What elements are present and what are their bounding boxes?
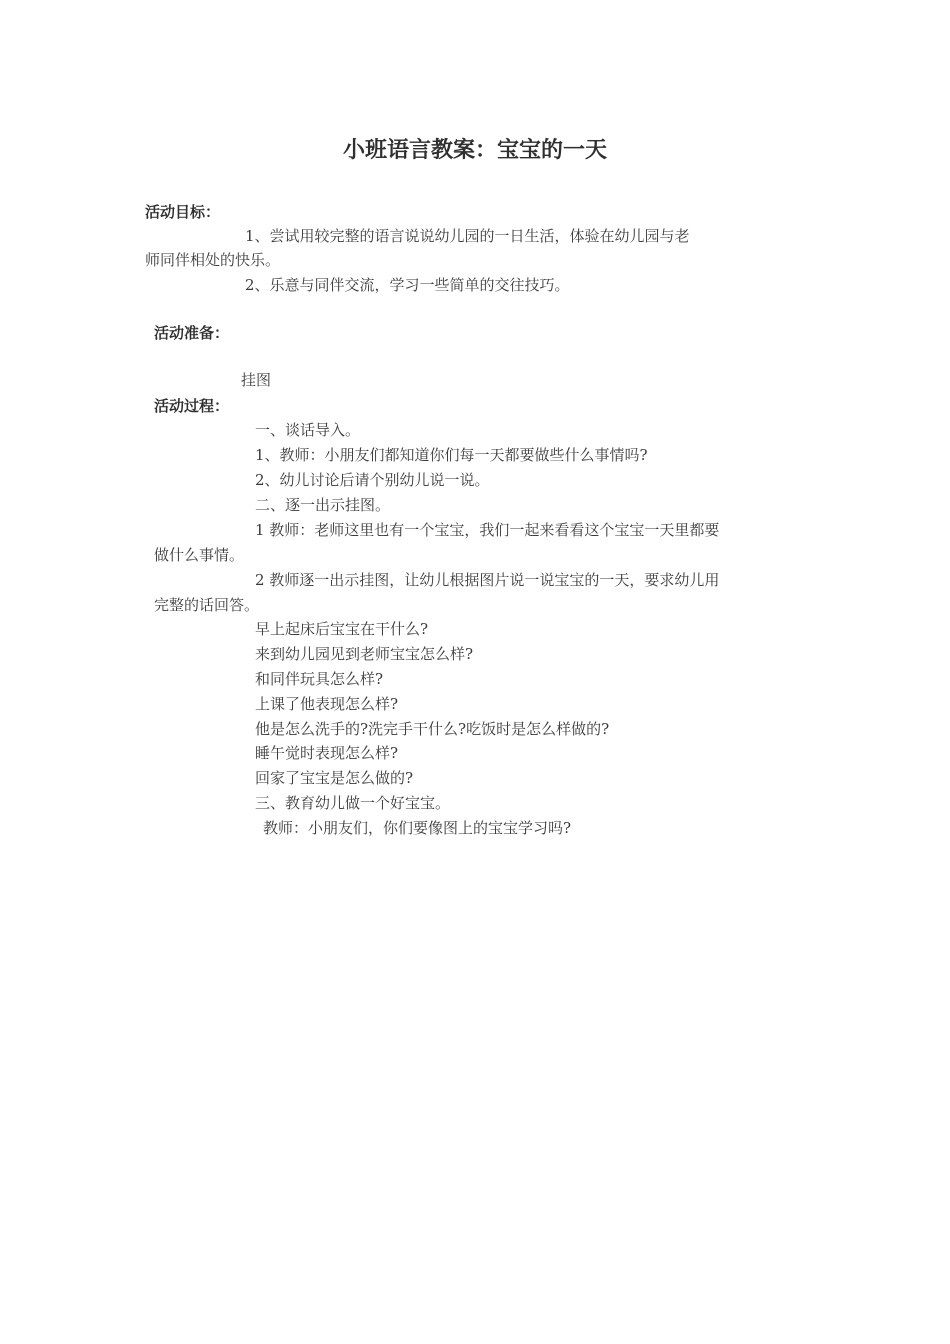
goals-line: 1、尝试用较完整的语言说说幼儿园的一日生活，体验在幼儿园与老 <box>245 227 690 245</box>
preparation-heading: 活动准备： <box>154 324 230 342</box>
process-line: 和同伴玩具怎么样? <box>255 670 384 688</box>
process-line: 1 教师：老师这里也有一个宝宝，我们一起来看看这个宝宝一天里都要 <box>255 521 720 539</box>
process-line: 上课了他表现怎么样? <box>255 695 399 713</box>
process-line: 2、幼儿讨论后请个别幼儿说一说。 <box>255 471 490 489</box>
process-line: 他是怎么洗手的?洗完手干什么?吃饭时是怎么样做的? <box>255 720 610 738</box>
process-line: 早上起床后宝宝在干什么? <box>255 620 429 638</box>
process-line: 2 教师逐一出示挂图，让幼儿根据图片说一说宝宝的一天，要求幼儿用 <box>255 571 720 589</box>
goals-line: 2、乐意与同伴交流，学习一些简单的交往技巧。 <box>245 276 570 294</box>
process-line: 来到幼儿园见到老师宝宝怎么样? <box>255 645 474 663</box>
goals-heading: 活动目标： <box>145 203 221 221</box>
process-line: 三、教育幼儿做一个好宝宝。 <box>255 794 451 812</box>
document-title: 小班语言教案：宝宝的一天 <box>342 138 607 163</box>
process-line: 完整的话回答。 <box>154 596 260 614</box>
process-line: 一、谈话导入。 <box>255 421 361 439</box>
process-line: 回家了宝宝是怎么做的? <box>255 769 414 787</box>
preparation-line: 挂图 <box>241 371 272 389</box>
process-line: 1、教师：小朋友们都知道你们每一天都要做些什么事情吗? <box>255 446 648 464</box>
goals-line: 师同伴相处的快乐。 <box>145 251 281 269</box>
process-line: 睡午觉时表现怎么样? <box>255 744 399 762</box>
process-line: 教师：小朋友们，你们要像图上的宝宝学习吗? <box>263 819 572 837</box>
process-line: 二、逐一出示挂图。 <box>255 496 391 514</box>
process-heading: 活动过程： <box>154 397 230 415</box>
process-line: 做什么事情。 <box>154 546 245 564</box>
